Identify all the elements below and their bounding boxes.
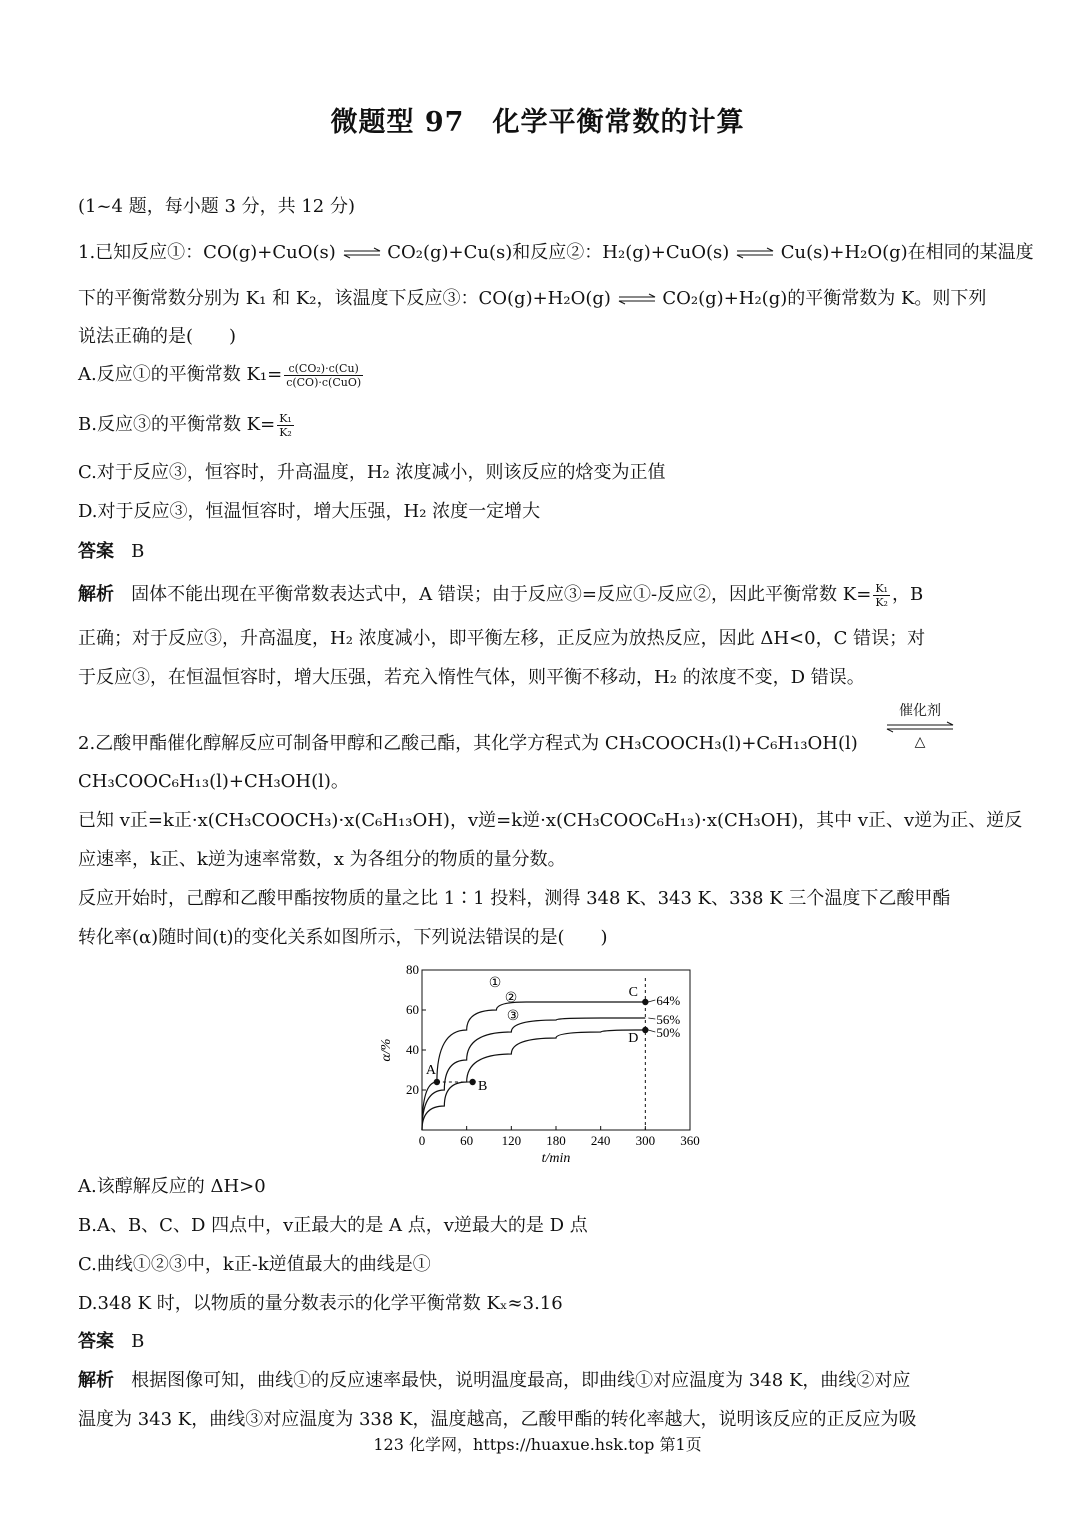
page-footer: 123 化学网，https://huaxue.hsk.top 第1页 (373, 1435, 702, 1454)
x-tick-label: 240 (590, 1133, 611, 1148)
q2-option-b: B.A、B、C、D 四点中，v正最大的是 A 点，v逆最大的是 D 点 (78, 1215, 588, 1236)
catalyst-arrow (885, 700, 955, 748)
q1-analysis-3: 于反应③，在恒温恒容时，增大压强，若充入惰性气体，则平衡不移动，H₂ 的浓度不变，D 错误。 (78, 667, 865, 688)
fraction-denominator: c(CO)·c(CuO) (286, 375, 362, 389)
q1-line2 (78, 284, 986, 310)
conversion-chart (370, 958, 710, 1166)
q1-line1 (78, 238, 1034, 264)
x-tick-label: 180 (546, 1133, 566, 1148)
y-axis-label: α/% (379, 1038, 394, 1062)
x-tick-label: 0 (418, 1133, 426, 1148)
q1-line3: 说法正确的是( ) (78, 326, 237, 347)
q2-option-c: C.曲线①②③中，k正-k逆值最大的曲线是① (78, 1254, 431, 1275)
point-label-C: C (628, 985, 639, 1000)
point-B (469, 1079, 475, 1085)
q2-option-d: D.348 K 时，以物质的量分数表示的化学平衡常数 Kₓ≈3.16 (78, 1293, 563, 1314)
end-label-1: 64% (656, 993, 681, 1008)
answer-label: 答案 (78, 1331, 114, 1352)
q1-line1-a: 1.已知反应①：CO(g)+CuO(s) (78, 242, 336, 263)
q2-line5: 反应开始时，己醇和乙酸甲酯按物质的量之比 1∶1 投料，测得 348 K、343 K、338 K 三个温度下乙酸甲酯 (78, 888, 951, 909)
plot-frame (422, 970, 690, 1130)
end-label-leader (648, 1018, 655, 1019)
analysis-fraction (873, 582, 890, 609)
q1-line1-c: Cu(s)+H₂O(g)在相同的某温度 (780, 242, 1034, 263)
x-tick-label: 120 (501, 1133, 522, 1148)
q1-option-d: D.对于反应③，恒温恒容时，增大压强，H₂ 浓度一定增大 (78, 501, 541, 522)
end-label-3: 50% (656, 1025, 681, 1040)
q1-analysis-2: 正确；对于反应③，升高温度，H₂ 浓度减小，即平衡左移，正反应为放热反应，因此 ΔH<0，C 错误；对 (78, 628, 926, 649)
q1-answer (78, 537, 144, 563)
analysis-text: 根据图像可知，曲线①的反应速率最快，说明温度最高，即曲线①对应温度为 348 K，曲线②对应 (131, 1370, 911, 1391)
q2-line6: 转化率(α)随时间(t)的变化关系如图所示，下列说法错误的是( ) (78, 927, 608, 948)
q2-answer (78, 1327, 144, 1353)
point-D (642, 1027, 648, 1033)
series-label-2: ② (504, 990, 518, 1006)
heat-label: △ (914, 734, 926, 750)
q2-line2: CH₃COOC₆H₁₃(l)+CH₃OH(l)。 (78, 771, 349, 792)
q1-line1-b: CO₂(g)+Cu(s)和反应②：H₂(g)+CuO(s) (387, 242, 730, 263)
answer-value: B (131, 1331, 145, 1352)
point-A (434, 1079, 440, 1085)
catalyst-label: 催化剂 (899, 703, 941, 719)
series-label-3: ③ (506, 1008, 520, 1024)
q2-option-a: A.该醇解反应的 ΔH>0 (78, 1176, 266, 1197)
q1-option-b (78, 410, 296, 439)
y-tick-label: 20 (406, 1082, 419, 1097)
series-line-2 (422, 1018, 645, 1130)
q2-line3: 已知 v正=k正·x(CH₃COOCH₃)·x(C₆H₁₃OH)，v逆=k逆·x(CH₃COOC₆H₁₃)·x(CH₃OH)，其中 v正、v逆为正、逆反 (78, 810, 1023, 831)
series-label-1: ① (488, 975, 502, 991)
equilibrium-arrow-icon (617, 294, 657, 304)
analysis-label: 解析 (78, 584, 114, 605)
fraction-numerator: c(CO₂)·c(Cu) (284, 362, 363, 376)
fraction-denominator: K₂ (279, 425, 292, 439)
q2-line4: 应速率，k正、k逆为速率常数，x 为各组分的物质的量分数。 (78, 849, 566, 870)
x-tick-label: 300 (635, 1133, 656, 1148)
q1-option-b-fraction (277, 412, 294, 439)
analysis-text-end: ，B (891, 584, 924, 605)
analysis-text: 固体不能出现在平衡常数表达式中，A 错误；由于反应③=反应①-反应②，因此平衡常数 K= (131, 584, 872, 605)
point-label-D: D (628, 1031, 639, 1046)
end-label-leader (648, 1030, 655, 1032)
q1-line2-b: CO₂(g)+H₂(g)的平衡常数为 K。则下列 (662, 288, 987, 309)
q2-line1: 2.乙酸甲酯催化醇解反应可制备甲醇和乙酸己酯，其化学方程式为 CH₃COOCH₃(l)+C₆H₁₃OH(l) (78, 733, 858, 754)
x-tick-label: 60 (460, 1133, 474, 1148)
page-title: 微题型 97 化学平衡常数的计算 (330, 107, 745, 138)
y-tick-label: 60 (406, 1002, 419, 1017)
equilibrium-arrow-icon (885, 722, 955, 732)
analysis-label: 解析 (78, 1370, 114, 1391)
end-label-2: 56% (656, 1012, 681, 1027)
equilibrium-arrow-icon (342, 248, 382, 258)
q2-analysis-1 (78, 1366, 910, 1392)
fraction-numerator: K₁ (875, 581, 888, 595)
q1-option-a-fraction (284, 362, 363, 389)
q1-analysis-1 (78, 580, 923, 609)
q1-option-a-text: A.反应①的平衡常数 K₁= (78, 364, 283, 385)
end-label-leader (648, 1000, 655, 1002)
answer-value: B (131, 541, 145, 562)
x-axis-label: t/min (541, 1151, 571, 1166)
fraction-numerator: K₁ (279, 411, 292, 425)
point-C (642, 999, 648, 1005)
equilibrium-arrow-icon (735, 248, 775, 258)
y-tick-label: 80 (406, 962, 419, 977)
y-tick-label: 40 (406, 1042, 419, 1057)
x-tick-label: 360 (680, 1133, 700, 1148)
q1-option-b-text: B.反应③的平衡常数 K= (78, 414, 276, 435)
q2-analysis-2: 温度为 343 K，曲线③对应温度为 338 K，温度越高，乙酸甲酯的转化率越大，说明该反应的正反应为吸 (78, 1409, 917, 1430)
q1-line2-a: 下的平衡常数分别为 K₁ 和 K₂，该温度下反应③：CO(g)+H₂O(g) (78, 288, 611, 309)
section-intro: (1~4 题，每小题 3 分，共 12 分) (78, 196, 355, 217)
fraction-denominator: K₂ (875, 595, 888, 609)
q1-option-c: C.对于反应③，恒容时，升高温度，H₂ 浓度减小，则该反应的焓变为正值 (78, 462, 666, 483)
series-line-3 (422, 1030, 645, 1130)
point-label-B: B (477, 1079, 488, 1094)
answer-label: 答案 (78, 541, 114, 562)
point-label-A: A (425, 1063, 436, 1078)
q1-option-a (78, 360, 365, 389)
